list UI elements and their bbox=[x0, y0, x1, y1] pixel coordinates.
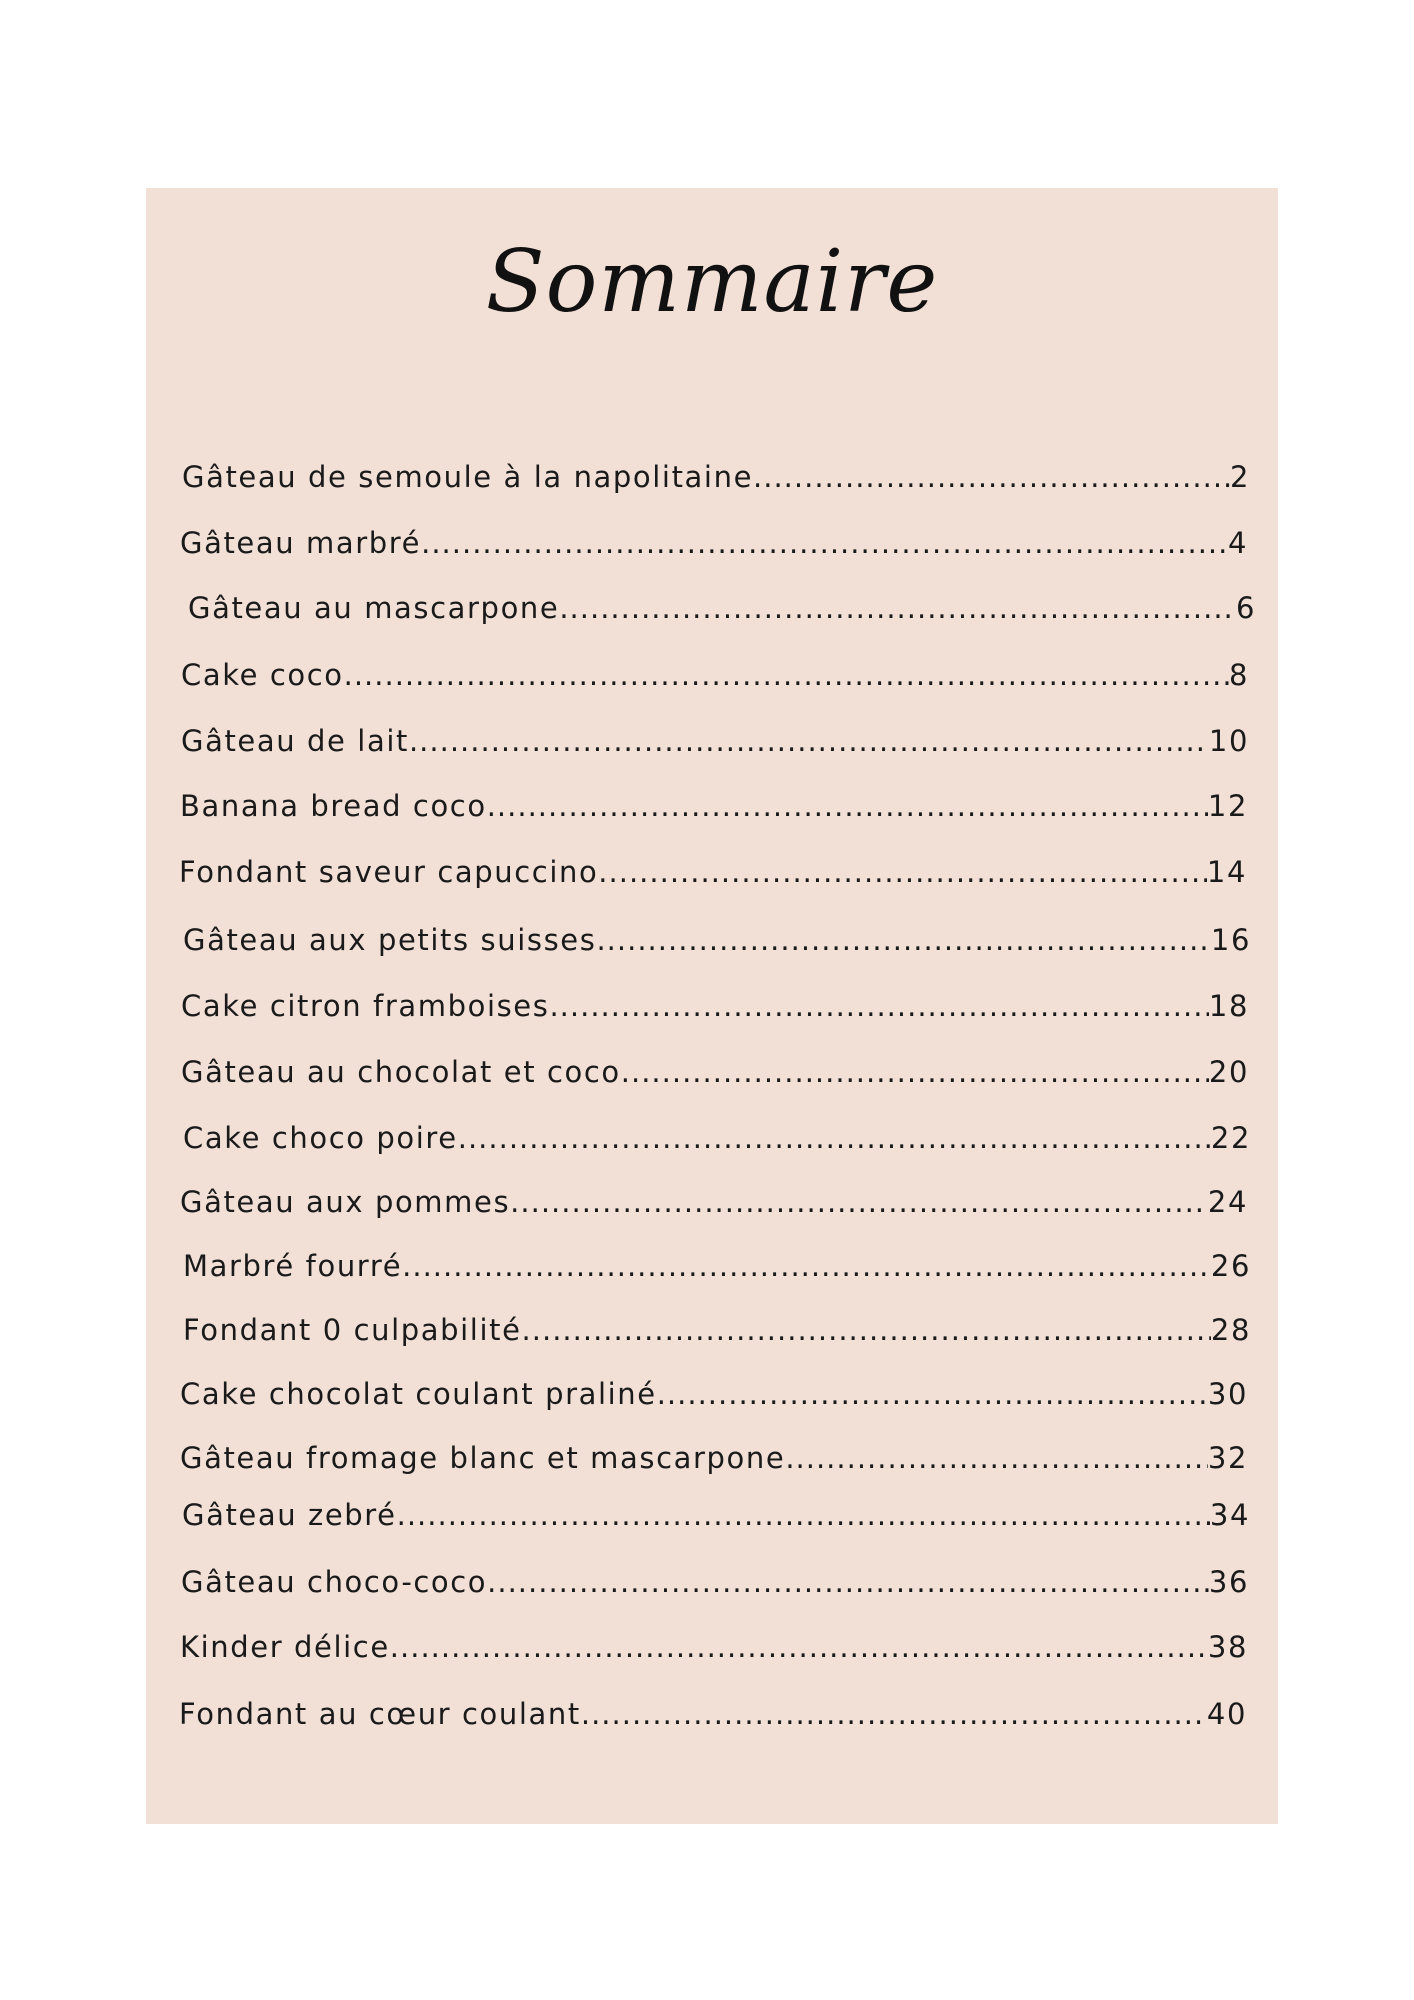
toc-entry-label: Gâteau aux pommes bbox=[180, 1185, 511, 1219]
toc-entry[interactable] bbox=[178, 1367, 1248, 1411]
toc-entry-label: Cake citron framboises bbox=[181, 989, 550, 1023]
toc-entry-page-number: 38 bbox=[1207, 1630, 1248, 1664]
toc-entry-label: Fondant au cœur coulant bbox=[179, 1697, 581, 1731]
toc-entry-label: Gâteau aux petits suisses bbox=[183, 923, 597, 957]
toc-entry[interactable] bbox=[178, 714, 1249, 758]
toc-entry-label: Marbré fourré bbox=[183, 1249, 403, 1283]
toc-entry-page-number: 26 bbox=[1210, 1249, 1251, 1283]
toc-entry[interactable] bbox=[178, 1431, 1248, 1475]
toc-entry-page-number: 30 bbox=[1207, 1377, 1248, 1411]
toc-entry-page-number: 4 bbox=[1227, 526, 1248, 560]
toc-entry-page-number: 2 bbox=[1229, 460, 1250, 494]
toc-leader-dots bbox=[522, 1313, 1211, 1347]
toc-leader-dots bbox=[402, 1249, 1211, 1283]
toc-entry-page-number: 36 bbox=[1208, 1565, 1249, 1599]
toc-entry-page-number: 32 bbox=[1207, 1441, 1248, 1475]
toc-entry[interactable] bbox=[178, 1045, 1249, 1089]
toc-entry[interactable] bbox=[178, 1687, 1247, 1731]
toc-entry-page-number: 10 bbox=[1208, 724, 1249, 758]
toc-entry-page-number: 28 bbox=[1210, 1313, 1251, 1347]
toc-leader-dots bbox=[390, 1630, 1208, 1664]
toc-leader-dots bbox=[657, 1377, 1208, 1411]
toc-entry[interactable] bbox=[178, 516, 1248, 560]
toc-entry[interactable] bbox=[178, 648, 1249, 692]
toc-entry[interactable] bbox=[178, 913, 1251, 957]
toc-entry-label: Gâteau au chocolat et coco bbox=[181, 1055, 621, 1089]
toc-entry[interactable] bbox=[178, 779, 1248, 823]
toc-leader-dots bbox=[344, 658, 1229, 692]
toc-leader-dots bbox=[397, 1498, 1210, 1532]
toc-entry-page-number: 8 bbox=[1228, 658, 1249, 692]
toc-entry-label: Cake coco bbox=[181, 658, 344, 692]
toc-entry-label: Gâteau de semoule à la napolitaine bbox=[182, 460, 754, 494]
toc-leader-dots bbox=[581, 1697, 1207, 1731]
toc-entry-label: Gâteau choco-coco bbox=[181, 1565, 488, 1599]
toc-entry-label: Gâteau zebré bbox=[182, 1498, 397, 1532]
toc-entry-page-number: 24 bbox=[1207, 1185, 1248, 1219]
toc-entry-page-number: 20 bbox=[1208, 1055, 1249, 1089]
toc-entry[interactable] bbox=[178, 845, 1247, 889]
toc-entry[interactable] bbox=[178, 1111, 1251, 1155]
toc-entry[interactable] bbox=[178, 979, 1249, 1023]
toc-entry-label: Cake choco poire bbox=[183, 1121, 458, 1155]
toc-entry[interactable] bbox=[178, 1239, 1251, 1283]
toc-leader-dots bbox=[785, 1441, 1208, 1475]
toc-leader-dots bbox=[753, 460, 1230, 494]
toc-leader-dots bbox=[559, 591, 1236, 625]
toc-entry-page-number: 16 bbox=[1210, 923, 1251, 957]
toc-entry-page-number: 6 bbox=[1235, 591, 1256, 625]
toc-entry-label: Gâteau de lait bbox=[181, 724, 409, 758]
toc-leader-dots bbox=[621, 1055, 1209, 1089]
toc-entry-label: Banana bread coco bbox=[180, 789, 487, 823]
page-title: Sommaire bbox=[485, 232, 939, 332]
toc-entry-label: Cake chocolat coulant praliné bbox=[180, 1377, 657, 1411]
toc-entry-label: Fondant 0 culpabilité bbox=[183, 1313, 522, 1347]
toc-entry-page-number: 14 bbox=[1206, 855, 1247, 889]
table-of-contents-panel bbox=[146, 188, 1278, 1824]
toc-entry-page-number: 18 bbox=[1208, 989, 1249, 1023]
toc-entry[interactable] bbox=[178, 1488, 1250, 1532]
toc-leader-dots bbox=[409, 724, 1209, 758]
toc-entry[interactable] bbox=[178, 1555, 1249, 1599]
toc-entry-label: Kinder délice bbox=[180, 1630, 390, 1664]
toc-entry-page-number: 40 bbox=[1206, 1697, 1247, 1731]
toc-entry-label: Gâteau au mascarpone bbox=[188, 591, 560, 625]
toc-entry[interactable] bbox=[178, 581, 1256, 625]
toc-leader-dots bbox=[487, 789, 1208, 823]
toc-leader-dots bbox=[458, 1121, 1211, 1155]
toc-leader-dots bbox=[596, 923, 1210, 957]
toc-entry-page-number: 12 bbox=[1207, 789, 1248, 823]
toc-entry-page-number: 22 bbox=[1210, 1121, 1251, 1155]
toc-entry-label: Fondant saveur capuccino bbox=[179, 855, 599, 889]
toc-entry[interactable] bbox=[178, 450, 1250, 494]
toc-leader-dots bbox=[510, 1185, 1208, 1219]
toc-entry[interactable] bbox=[178, 1303, 1251, 1347]
toc-entry-label: Gâteau fromage blanc et mascarpone bbox=[180, 1441, 786, 1475]
toc-entry[interactable] bbox=[178, 1620, 1248, 1664]
toc-entry[interactable] bbox=[178, 1175, 1248, 1219]
toc-entry-label: Gâteau marbré bbox=[180, 526, 422, 560]
toc-entry-page-number: 34 bbox=[1209, 1498, 1250, 1532]
toc-leader-dots bbox=[549, 989, 1208, 1023]
toc-leader-dots bbox=[421, 526, 1228, 560]
toc-leader-dots bbox=[487, 1565, 1209, 1599]
toc-leader-dots bbox=[598, 855, 1207, 889]
